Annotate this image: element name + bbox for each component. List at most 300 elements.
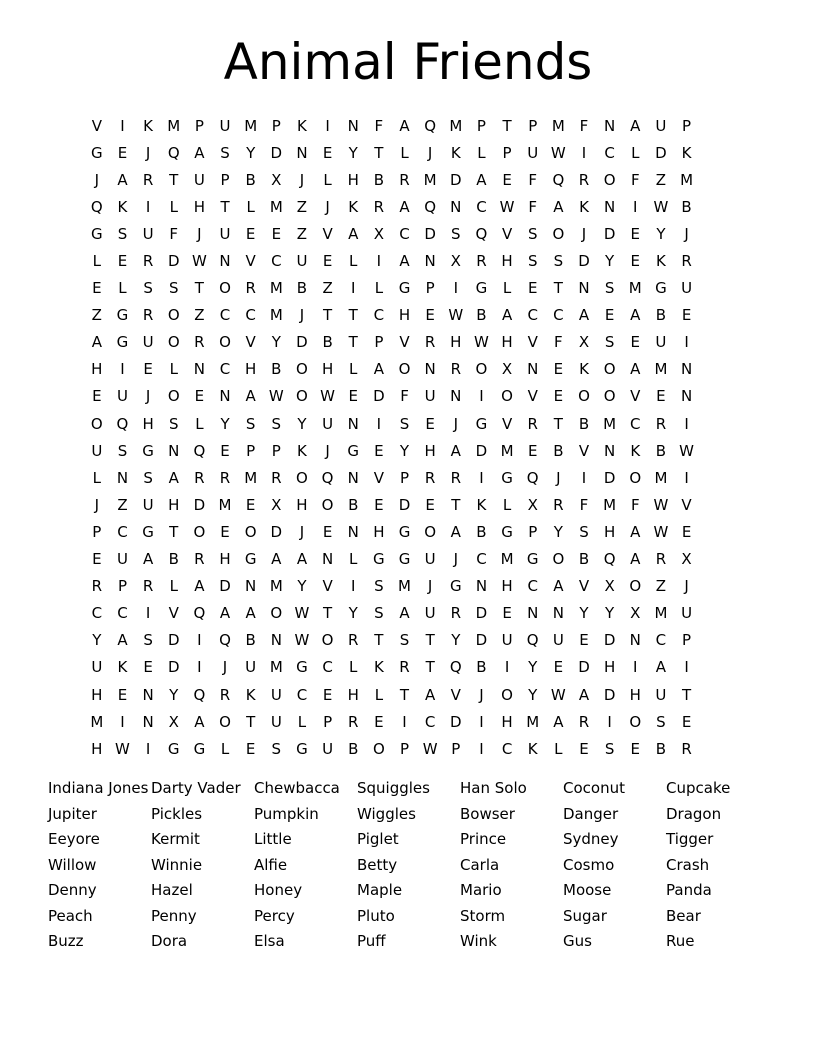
grid-letter[interactable]: H <box>91 685 103 704</box>
grid-letter[interactable]: J <box>94 170 100 189</box>
grid-letter[interactable]: J <box>145 143 151 162</box>
grid-letter[interactable]: F <box>169 224 179 243</box>
grid-letter[interactable]: Z <box>194 306 205 325</box>
grid-letter[interactable]: A <box>553 197 564 216</box>
grid-letter[interactable]: H <box>296 495 308 514</box>
grid-letter[interactable]: S <box>579 522 589 541</box>
grid-letter[interactable]: C <box>296 685 308 704</box>
grid-letter[interactable]: V <box>578 577 590 596</box>
grid-letter[interactable]: K <box>579 197 589 216</box>
grid-letter[interactable]: W <box>268 387 284 406</box>
grid-letter[interactable]: O <box>167 387 180 406</box>
grid-letter[interactable]: E <box>681 522 692 541</box>
grid-letter[interactable]: Q <box>475 224 488 243</box>
grid-letter[interactable]: U <box>681 279 693 298</box>
grid-letter[interactable]: E <box>553 387 564 406</box>
grid-letter[interactable]: I <box>684 468 689 487</box>
grid-letter[interactable]: M <box>500 441 514 460</box>
grid-letter[interactable]: J <box>427 577 433 596</box>
grid-letter[interactable]: B <box>578 550 590 569</box>
grid-letter[interactable]: Y <box>220 414 230 433</box>
grid-letter[interactable]: S <box>168 279 179 298</box>
grid-letter[interactable]: B <box>655 739 667 758</box>
grid-letter[interactable]: A <box>399 604 410 623</box>
grid-letter[interactable]: F <box>554 333 563 352</box>
grid-letter[interactable]: J <box>299 306 305 325</box>
grid-letter[interactable]: H <box>424 441 436 460</box>
grid-letter[interactable]: E <box>527 441 538 460</box>
grid-letter[interactable]: S <box>271 414 282 433</box>
grid-letter[interactable]: P <box>528 522 538 541</box>
grid-letter[interactable]: A <box>501 306 513 325</box>
grid-letter[interactable]: I <box>145 604 151 623</box>
grid-letter[interactable]: E <box>143 360 153 379</box>
grid-letter[interactable]: G <box>398 279 411 298</box>
grid-letter[interactable]: E <box>220 522 230 541</box>
grid-letter[interactable]: O <box>372 739 385 758</box>
grid-letter[interactable]: Z <box>655 577 667 596</box>
grid-letter[interactable]: N <box>604 116 616 135</box>
grid-letter[interactable]: G <box>142 522 154 541</box>
grid-letter[interactable]: P <box>271 116 281 135</box>
grid-letter[interactable]: L <box>169 197 178 216</box>
grid-letter[interactable]: S <box>399 631 410 650</box>
grid-letter[interactable]: Y <box>246 143 256 162</box>
grid-letter[interactable]: N <box>475 577 488 596</box>
grid-letter[interactable]: J <box>581 224 587 243</box>
grid-letter[interactable]: W <box>474 333 489 352</box>
grid-letter[interactable]: N <box>527 360 539 379</box>
grid-letter[interactable]: B <box>348 739 359 758</box>
grid-letter[interactable]: U <box>270 685 282 704</box>
grid-letter[interactable]: M <box>269 279 283 298</box>
grid-letter[interactable]: P <box>246 441 256 460</box>
grid-letter[interactable]: G <box>296 658 308 677</box>
grid-letter[interactable]: C <box>219 360 231 379</box>
grid-letter[interactable]: N <box>116 468 129 487</box>
grid-letter[interactable]: N <box>527 604 539 623</box>
grid-letter[interactable]: B <box>271 360 282 379</box>
grid-letter[interactable]: T <box>553 279 563 298</box>
grid-letter[interactable]: E <box>117 252 128 271</box>
grid-letter[interactable]: O <box>578 387 590 406</box>
grid-letter[interactable]: N <box>142 685 154 704</box>
grid-letter[interactable]: P <box>92 522 102 541</box>
grid-letter[interactable]: B <box>348 495 359 514</box>
grid-letter[interactable]: B <box>681 197 692 216</box>
grid-letter[interactable]: R <box>142 306 154 325</box>
grid-letter[interactable]: P <box>271 441 281 460</box>
grid-letter[interactable]: H <box>603 522 616 541</box>
grid-letter[interactable]: N <box>296 143 308 162</box>
grid-letter[interactable]: G <box>526 550 539 569</box>
grid-letter[interactable]: A <box>578 306 590 325</box>
grid-letter[interactable]: M <box>603 414 617 433</box>
grid-letter[interactable]: A <box>399 116 410 135</box>
grid-letter[interactable]: K <box>630 441 641 460</box>
grid-letter[interactable]: R <box>142 170 154 189</box>
grid-letter[interactable]: N <box>270 631 282 650</box>
grid-letter[interactable]: G <box>398 550 411 569</box>
grid-letter[interactable]: G <box>193 739 206 758</box>
grid-letter[interactable]: M <box>90 712 104 731</box>
grid-letter[interactable]: V <box>527 387 538 406</box>
grid-letter[interactable]: X <box>604 577 615 596</box>
grid-letter[interactable]: I <box>479 712 484 731</box>
grid-letter[interactable]: H <box>219 550 231 569</box>
grid-letter[interactable]: B <box>245 631 256 650</box>
grid-letter[interactable]: W <box>550 685 566 704</box>
grid-letter[interactable]: T <box>220 197 230 216</box>
grid-letter[interactable]: G <box>655 279 667 298</box>
grid-letter[interactable]: E <box>527 279 538 298</box>
grid-letter[interactable]: I <box>376 414 382 433</box>
grid-letter[interactable]: J <box>299 170 305 189</box>
grid-letter[interactable]: E <box>117 143 128 162</box>
grid-letter[interactable]: R <box>681 252 692 271</box>
grid-letter[interactable]: S <box>604 333 615 352</box>
grid-letter[interactable]: R <box>450 604 461 623</box>
grid-letter[interactable]: R <box>348 712 359 731</box>
grid-letter[interactable]: Q <box>552 170 565 189</box>
grid-letter[interactable]: R <box>194 468 205 487</box>
grid-letter[interactable]: F <box>630 495 640 514</box>
grid-letter[interactable]: B <box>296 279 308 298</box>
grid-letter[interactable]: C <box>271 252 282 271</box>
grid-letter[interactable]: U <box>527 143 539 162</box>
grid-letter[interactable]: I <box>120 360 125 379</box>
grid-letter[interactable]: R <box>578 170 590 189</box>
grid-letter[interactable]: M <box>654 360 668 379</box>
grid-letter[interactable]: G <box>142 441 154 460</box>
grid-letter[interactable]: A <box>655 658 667 677</box>
grid-letter[interactable]: D <box>296 333 308 352</box>
grid-letter[interactable]: C <box>245 306 256 325</box>
grid-letter[interactable]: D <box>167 631 180 650</box>
grid-letter[interactable]: S <box>553 252 564 271</box>
grid-letter[interactable]: O <box>296 360 308 379</box>
grid-letter[interactable]: E <box>502 170 512 189</box>
grid-letter[interactable]: L <box>631 143 640 162</box>
grid-letter[interactable]: D <box>475 604 488 623</box>
grid-letter[interactable]: H <box>501 333 513 352</box>
grid-letter[interactable]: Y <box>297 577 307 596</box>
grid-letter[interactable]: V <box>450 685 461 704</box>
grid-letter[interactable]: R <box>655 550 667 569</box>
grid-letter[interactable]: J <box>556 468 561 487</box>
grid-letter[interactable]: G <box>244 550 257 569</box>
grid-letter[interactable]: S <box>399 414 410 433</box>
grid-letter[interactable]: A <box>399 197 410 216</box>
grid-letter[interactable]: M <box>269 577 283 596</box>
grid-letter[interactable]: U <box>424 387 436 406</box>
grid-letter[interactable]: S <box>245 414 256 433</box>
grid-letter[interactable]: S <box>374 604 384 623</box>
grid-letter[interactable]: O <box>552 224 565 243</box>
grid-letter[interactable]: H <box>603 658 616 677</box>
grid-letter[interactable]: R <box>219 685 231 704</box>
grid-letter[interactable]: E <box>92 279 102 298</box>
grid-letter[interactable]: U <box>245 658 257 677</box>
grid-letter[interactable]: K <box>476 495 487 514</box>
grid-letter[interactable]: E <box>681 712 692 731</box>
grid-letter[interactable]: C <box>117 522 128 541</box>
grid-letter[interactable]: B <box>373 170 385 189</box>
grid-letter[interactable]: O <box>90 414 103 433</box>
grid-letter[interactable]: Z <box>655 170 667 189</box>
grid-letter[interactable]: T <box>169 522 179 541</box>
grid-letter[interactable]: D <box>603 468 616 487</box>
grid-letter[interactable]: E <box>271 224 282 243</box>
grid-letter[interactable]: O <box>398 360 411 379</box>
grid-letter[interactable]: S <box>143 468 153 487</box>
grid-letter[interactable]: Z <box>322 279 333 298</box>
grid-letter[interactable]: V <box>527 333 538 352</box>
grid-letter[interactable]: G <box>373 550 385 569</box>
grid-letter[interactable]: E <box>374 712 384 731</box>
grid-letter[interactable]: H <box>347 170 359 189</box>
grid-letter[interactable]: I <box>504 658 510 677</box>
grid-letter[interactable]: O <box>219 333 231 352</box>
grid-letter[interactable]: A <box>194 712 205 731</box>
grid-letter[interactable]: D <box>270 143 283 162</box>
grid-letter[interactable]: E <box>630 739 641 758</box>
grid-letter[interactable]: C <box>399 224 410 243</box>
grid-letter[interactable]: M <box>603 495 617 514</box>
grid-letter[interactable]: J <box>94 495 100 514</box>
grid-letter[interactable]: J <box>325 441 330 460</box>
grid-letter[interactable]: U <box>193 170 205 189</box>
grid-letter[interactable]: A <box>245 604 256 623</box>
grid-letter[interactable]: U <box>219 116 231 135</box>
grid-letter[interactable]: V <box>168 604 179 623</box>
grid-letter[interactable]: P <box>682 631 692 650</box>
grid-letter[interactable]: I <box>402 712 407 731</box>
grid-letter[interactable]: C <box>501 739 513 758</box>
grid-letter[interactable]: D <box>578 658 590 677</box>
grid-letter[interactable]: A <box>117 170 128 189</box>
grid-letter[interactable]: Q <box>424 116 437 135</box>
grid-letter[interactable]: M <box>167 116 181 135</box>
grid-letter[interactable]: Q <box>193 441 206 460</box>
grid-letter[interactable]: D <box>603 685 616 704</box>
grid-letter[interactable]: Q <box>526 468 539 487</box>
grid-letter[interactable]: L <box>92 252 101 271</box>
grid-letter[interactable]: P <box>425 279 435 298</box>
grid-letter[interactable]: A <box>245 387 256 406</box>
grid-letter[interactable]: N <box>450 387 462 406</box>
grid-letter[interactable]: N <box>219 387 231 406</box>
grid-letter[interactable]: F <box>630 170 640 189</box>
grid-letter[interactable]: E <box>245 739 256 758</box>
grid-letter[interactable]: S <box>604 279 615 298</box>
grid-letter[interactable]: I <box>197 658 202 677</box>
grid-letter[interactable]: A <box>194 143 205 162</box>
grid-letter[interactable]: I <box>581 468 587 487</box>
grid-letter[interactable]: S <box>168 414 179 433</box>
grid-letter[interactable]: W <box>320 387 335 406</box>
grid-letter[interactable]: X <box>168 712 179 731</box>
grid-letter[interactable]: S <box>656 712 666 731</box>
grid-letter[interactable]: K <box>245 685 256 704</box>
grid-letter[interactable]: D <box>578 252 590 271</box>
grid-letter[interactable]: U <box>681 604 693 623</box>
grid-letter[interactable]: Z <box>296 224 308 243</box>
grid-letter[interactable]: D <box>424 224 436 243</box>
grid-letter[interactable]: K <box>297 441 307 460</box>
grid-letter[interactable]: U <box>655 116 667 135</box>
grid-letter[interactable]: I <box>145 197 151 216</box>
grid-letter[interactable]: N <box>552 604 564 623</box>
grid-letter[interactable]: L <box>169 360 178 379</box>
grid-letter[interactable]: P <box>476 116 486 135</box>
grid-letter[interactable]: R <box>194 333 205 352</box>
grid-letter[interactable]: L <box>92 468 101 487</box>
grid-letter[interactable]: N <box>321 550 334 569</box>
grid-letter[interactable]: Q <box>167 143 180 162</box>
grid-letter[interactable]: E <box>604 306 615 325</box>
grid-letter[interactable]: H <box>347 685 359 704</box>
grid-letter[interactable]: P <box>451 739 461 758</box>
grid-letter[interactable]: E <box>425 414 435 433</box>
grid-letter[interactable]: W <box>653 197 669 216</box>
grid-letter[interactable]: U <box>116 550 128 569</box>
grid-letter[interactable]: L <box>195 414 204 433</box>
grid-letter[interactable]: V <box>373 468 384 487</box>
grid-letter[interactable]: Q <box>526 631 539 650</box>
grid-letter[interactable]: F <box>579 495 589 514</box>
grid-letter[interactable]: C <box>604 143 615 162</box>
grid-letter[interactable]: L <box>502 495 512 514</box>
grid-letter[interactable]: Y <box>451 631 461 650</box>
grid-letter[interactable]: T <box>323 306 333 325</box>
grid-letter[interactable]: K <box>681 143 692 162</box>
grid-letter[interactable]: L <box>400 143 409 162</box>
grid-letter[interactable]: T <box>553 414 563 433</box>
grid-letter[interactable]: N <box>578 279 590 298</box>
grid-letter[interactable]: C <box>117 604 128 623</box>
grid-letter[interactable]: Z <box>91 306 102 325</box>
grid-letter[interactable]: W <box>422 739 438 758</box>
grid-letter[interactable]: H <box>450 333 462 352</box>
grid-letter[interactable]: I <box>479 739 484 758</box>
grid-letter[interactable]: W <box>448 306 464 325</box>
grid-letter[interactable]: R <box>373 197 385 216</box>
grid-letter[interactable]: G <box>398 522 411 541</box>
grid-letter[interactable]: U <box>142 333 154 352</box>
grid-letter[interactable]: M <box>551 116 565 135</box>
grid-letter[interactable]: I <box>197 631 202 650</box>
grid-letter[interactable]: K <box>348 197 359 216</box>
grid-letter[interactable]: N <box>347 468 359 487</box>
grid-letter[interactable]: Y <box>528 685 538 704</box>
grid-letter[interactable]: Q <box>193 604 206 623</box>
grid-letter[interactable]: A <box>425 685 436 704</box>
grid-letter[interactable]: I <box>633 658 638 677</box>
grid-letter[interactable]: E <box>630 252 641 271</box>
grid-letter[interactable]: R <box>194 550 205 569</box>
grid-letter[interactable]: T <box>425 631 435 650</box>
grid-letter[interactable]: R <box>578 712 590 731</box>
grid-letter[interactable]: I <box>607 712 612 731</box>
grid-letter[interactable]: G <box>347 441 360 460</box>
grid-letter[interactable]: A <box>348 224 359 243</box>
grid-letter[interactable]: L <box>297 712 307 731</box>
grid-letter[interactable]: H <box>629 685 641 704</box>
grid-letter[interactable]: J <box>222 658 228 677</box>
grid-letter[interactable]: I <box>351 279 356 298</box>
grid-letter[interactable]: R <box>527 414 538 433</box>
grid-letter[interactable]: R <box>553 495 564 514</box>
grid-letter[interactable]: E <box>553 658 564 677</box>
grid-letter[interactable]: I <box>479 468 484 487</box>
grid-letter[interactable]: O <box>475 360 488 379</box>
grid-letter[interactable]: R <box>424 468 436 487</box>
grid-letter[interactable]: I <box>376 252 382 271</box>
grid-letter[interactable]: I <box>351 577 356 596</box>
grid-letter[interactable]: J <box>145 387 151 406</box>
grid-letter[interactable]: M <box>526 712 540 731</box>
grid-letter[interactable]: O <box>193 522 206 541</box>
grid-letter[interactable]: I <box>145 739 151 758</box>
grid-letter[interactable]: N <box>347 522 359 541</box>
grid-letter[interactable]: S <box>220 143 230 162</box>
grid-letter[interactable]: C <box>91 604 103 623</box>
grid-letter[interactable]: B <box>476 522 487 541</box>
grid-letter[interactable]: Q <box>90 197 103 216</box>
grid-letter[interactable]: N <box>629 631 641 650</box>
grid-letter[interactable]: P <box>117 577 127 596</box>
grid-letter[interactable]: Y <box>348 143 358 162</box>
grid-letter[interactable]: Y <box>399 441 410 460</box>
grid-letter[interactable]: I <box>120 712 125 731</box>
grid-letter[interactable]: F <box>374 116 384 135</box>
grid-letter[interactable]: S <box>451 224 461 243</box>
grid-letter[interactable]: B <box>168 550 179 569</box>
grid-letter[interactable]: K <box>297 116 307 135</box>
grid-letter[interactable]: L <box>502 279 512 298</box>
grid-letter[interactable]: A <box>630 116 641 135</box>
grid-letter[interactable]: C <box>527 306 538 325</box>
grid-letter[interactable]: C <box>424 712 436 731</box>
grid-letter[interactable]: V <box>91 116 102 135</box>
grid-letter[interactable]: Y <box>656 224 666 243</box>
grid-letter[interactable]: O <box>219 712 231 731</box>
grid-letter[interactable]: H <box>142 414 154 433</box>
grid-letter[interactable]: T <box>348 333 358 352</box>
grid-letter[interactable]: E <box>656 387 666 406</box>
grid-letter[interactable]: O <box>629 468 642 487</box>
grid-letter[interactable]: M <box>269 658 283 677</box>
grid-letter[interactable]: E <box>322 252 333 271</box>
grid-letter[interactable]: N <box>219 252 231 271</box>
grid-letter[interactable]: K <box>527 739 538 758</box>
grid-letter[interactable]: A <box>630 522 641 541</box>
grid-letter[interactable]: P <box>374 333 384 352</box>
grid-letter[interactable]: L <box>374 279 384 298</box>
grid-letter[interactable]: N <box>450 197 462 216</box>
grid-letter[interactable]: T <box>194 279 204 298</box>
grid-letter[interactable]: D <box>475 631 488 650</box>
grid-letter[interactable]: T <box>323 604 333 623</box>
grid-letter[interactable]: E <box>425 495 435 514</box>
grid-letter[interactable]: K <box>117 658 128 677</box>
grid-letter[interactable]: H <box>91 360 103 379</box>
grid-letter[interactable]: Y <box>169 685 179 704</box>
grid-letter[interactable]: L <box>349 360 358 379</box>
grid-letter[interactable]: G <box>475 414 488 433</box>
grid-letter[interactable]: G <box>116 333 129 352</box>
